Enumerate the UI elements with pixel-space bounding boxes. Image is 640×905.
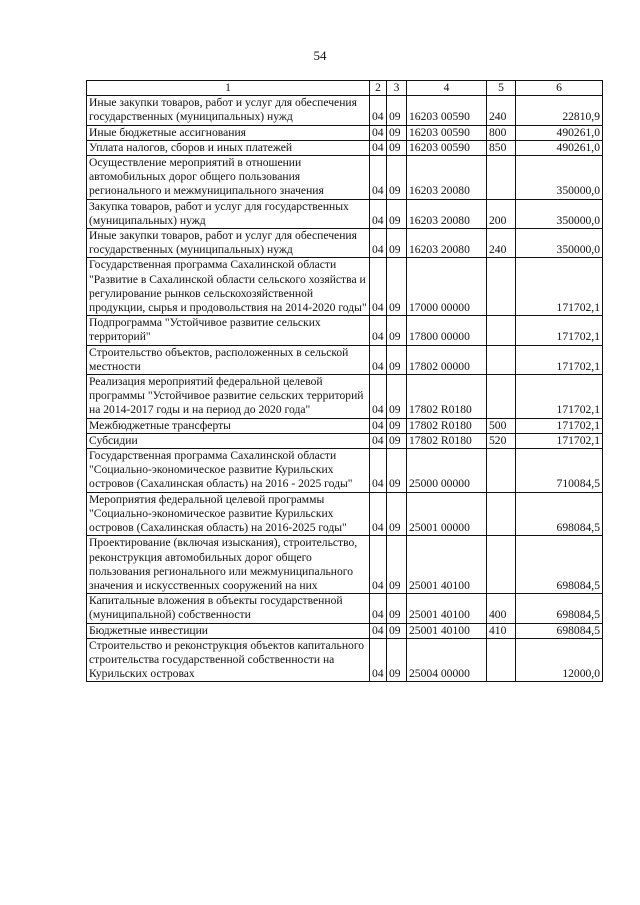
row-amount-cell: 171702,1: [516, 418, 603, 433]
page-number: 54: [313, 48, 327, 63]
row-target-article-cell: 17802 R0180: [407, 433, 487, 448]
row-amount-cell: 171702,1: [516, 345, 603, 374]
row-amount-cell: 490261,0: [516, 125, 603, 140]
row-subsection-cell: 09: [387, 258, 407, 316]
row-target-article-cell: 25004 00000: [407, 638, 487, 682]
row-target-article-cell: 16203 00590: [407, 140, 487, 155]
row-name-cell: Осуществление мероприятий в отношении автомобильных дорог общего пользования регионального и межмуниципального значения: [87, 156, 370, 200]
row-amount-cell: 698084,5: [516, 623, 603, 638]
row-expense-type-cell: [487, 375, 516, 419]
row-expense-type-cell: [487, 449, 516, 493]
table-row: [87, 433, 603, 448]
row-name-cell: Строительство и реконструкция объектов капитального строительства государственной собственности на Курильских островах: [87, 638, 370, 682]
row-expense-type-cell: [487, 638, 516, 682]
row-section-cell: 04: [370, 125, 387, 140]
row-amount-cell: 12000,0: [516, 638, 603, 682]
table-row: [87, 316, 603, 345]
row-name-cell: Проектирование (включая изыскания), строительство, реконструкция автомобильных дорог общего пользования регионального или межмуниципального значения и искусственных сооружений на них: [87, 536, 370, 594]
header-col-2: 2: [370, 81, 387, 96]
row-expense-type-cell: 500: [487, 418, 516, 433]
table-row: [87, 258, 603, 316]
row-expense-type-cell: 850: [487, 140, 516, 155]
table-row: [87, 345, 603, 374]
header-col-1: 1: [87, 81, 370, 96]
row-subsection-cell: 09: [387, 594, 407, 623]
row-subsection-cell: 09: [387, 418, 407, 433]
table-row: [87, 536, 603, 594]
table-row: [87, 492, 603, 536]
row-amount-cell: 698084,5: [516, 594, 603, 623]
row-subsection-cell: 09: [387, 199, 407, 228]
row-section-cell: 04: [370, 449, 387, 493]
row-section-cell: 04: [370, 536, 387, 594]
row-subsection-cell: 09: [387, 433, 407, 448]
table-row: [87, 594, 603, 623]
row-section-cell: 04: [370, 623, 387, 638]
row-target-article-cell: 17802 00000: [407, 345, 487, 374]
row-amount-cell: 171702,1: [516, 258, 603, 316]
row-target-article-cell: 25001 40100: [407, 594, 487, 623]
row-section-cell: 04: [370, 156, 387, 200]
row-section-cell: 04: [370, 96, 387, 125]
table-row: [87, 96, 603, 125]
table-row: [87, 229, 603, 258]
row-name-cell: Иные бюджетные ассигнования: [87, 125, 370, 140]
table-row: [87, 199, 603, 228]
row-target-article-cell: 25001 40100: [407, 536, 487, 594]
row-target-article-cell: 25001 00000: [407, 492, 487, 536]
header-col-3: 3: [387, 81, 407, 96]
row-expense-type-cell: 520: [487, 433, 516, 448]
table-row: [87, 375, 603, 419]
row-subsection-cell: 09: [387, 316, 407, 345]
row-section-cell: 04: [370, 594, 387, 623]
row-name-cell: Субсидии: [87, 433, 370, 448]
row-target-article-cell: 17000 00000: [407, 258, 487, 316]
table-body: [87, 96, 603, 682]
row-section-cell: 04: [370, 140, 387, 155]
row-name-cell: Межбюджетные трансферты: [87, 418, 370, 433]
row-section-cell: 04: [370, 492, 387, 536]
row-subsection-cell: 09: [387, 156, 407, 200]
row-target-article-cell: 16203 20080: [407, 229, 487, 258]
row-expense-type-cell: 410: [487, 623, 516, 638]
table-row: [87, 125, 603, 140]
row-amount-cell: 171702,1: [516, 316, 603, 345]
table-row: [87, 638, 603, 682]
row-expense-type-cell: 200: [487, 199, 516, 228]
table-header-row: [87, 81, 603, 96]
row-subsection-cell: 09: [387, 449, 407, 493]
row-target-article-cell: 16203 20080: [407, 199, 487, 228]
row-subsection-cell: 09: [387, 140, 407, 155]
row-amount-cell: 350000,0: [516, 156, 603, 200]
row-name-cell: Государственная программа Сахалинской области "Развитие в Сахалинской области сельского хозяйства и регулирование рынков сельскохозяйственной продукции, сырья и продовольствия на 2014-2020 годы": [87, 258, 370, 316]
table-row: [87, 623, 603, 638]
row-target-article-cell: 16203 20080: [407, 156, 487, 200]
row-subsection-cell: 09: [387, 96, 407, 125]
row-subsection-cell: 09: [387, 125, 407, 140]
table-row: [87, 140, 603, 155]
row-section-cell: 04: [370, 229, 387, 258]
row-expense-type-cell: [487, 316, 516, 345]
budget-table: [86, 80, 603, 682]
table-row: [87, 449, 603, 493]
row-section-cell: 04: [370, 418, 387, 433]
row-amount-cell: 171702,1: [516, 375, 603, 419]
row-subsection-cell: 09: [387, 623, 407, 638]
row-expense-type-cell: 240: [487, 229, 516, 258]
row-section-cell: 04: [370, 199, 387, 228]
row-target-article-cell: 17800 00000: [407, 316, 487, 345]
row-section-cell: 04: [370, 638, 387, 682]
table-row: [87, 418, 603, 433]
header-col-6: 6: [516, 81, 603, 96]
row-target-article-cell: 16203 00590: [407, 125, 487, 140]
row-expense-type-cell: [487, 345, 516, 374]
row-name-cell: Капитальные вложения в объекты государственной (муниципальной) собственности: [87, 594, 370, 623]
row-name-cell: Реализация мероприятий федеральной целевой программы "Устойчивое развитие сельских территорий на 2014-2017 годы и на период до 2020 года": [87, 375, 370, 419]
row-target-article-cell: 17802 R0180: [407, 375, 487, 419]
row-subsection-cell: 09: [387, 638, 407, 682]
row-subsection-cell: 09: [387, 229, 407, 258]
row-amount-cell: 710084,5: [516, 449, 603, 493]
row-expense-type-cell: [487, 536, 516, 594]
row-name-cell: Государственная программа Сахалинской области "Социально-экономическое развитие Курильских островов (Сахалинская область) на 2016 - 2025 годы": [87, 449, 370, 493]
row-target-article-cell: 25000 00000: [407, 449, 487, 493]
row-subsection-cell: 09: [387, 492, 407, 536]
row-section-cell: 04: [370, 433, 387, 448]
row-name-cell: Подпрограмма "Устойчивое развитие сельских территорий": [87, 316, 370, 345]
row-amount-cell: 490261,0: [516, 140, 603, 155]
row-name-cell: Закупка товаров, работ и услуг для государственных (муниципальных) нужд: [87, 199, 370, 228]
row-amount-cell: 698084,5: [516, 536, 603, 594]
header-col-5: 5: [487, 81, 516, 96]
row-amount-cell: 698084,5: [516, 492, 603, 536]
row-name-cell: Иные закупки товаров, работ и услуг для обеспечения государственных (муниципальных) нужд: [87, 96, 370, 125]
row-subsection-cell: 09: [387, 345, 407, 374]
table-row: [87, 156, 603, 200]
row-target-article-cell: 16203 00590: [407, 96, 487, 125]
row-expense-type-cell: [487, 258, 516, 316]
row-expense-type-cell: [487, 492, 516, 536]
row-section-cell: 04: [370, 258, 387, 316]
row-name-cell: Строительство объектов, расположенных в сельской местности: [87, 345, 370, 374]
row-name-cell: Иные закупки товаров, работ и услуг для обеспечения государственных (муниципальных) нужд: [87, 229, 370, 258]
row-target-article-cell: 25001 40100: [407, 623, 487, 638]
row-name-cell: Мероприятия федеральной целевой программы "Социально-экономическое развитие Курильских островов (Сахалинская область) на 2016-2025 годы": [87, 492, 370, 536]
row-amount-cell: 22810,9: [516, 96, 603, 125]
row-expense-type-cell: [487, 156, 516, 200]
row-name-cell: Бюджетные инвестиции: [87, 623, 370, 638]
row-target-article-cell: 17802 R0180: [407, 418, 487, 433]
row-section-cell: 04: [370, 345, 387, 374]
row-name-cell: Уплата налогов, сборов и иных платежей: [87, 140, 370, 155]
row-subsection-cell: 09: [387, 536, 407, 594]
row-expense-type-cell: 800: [487, 125, 516, 140]
row-amount-cell: 350000,0: [516, 229, 603, 258]
row-amount-cell: 350000,0: [516, 199, 603, 228]
row-expense-type-cell: 400: [487, 594, 516, 623]
row-amount-cell: 171702,1: [516, 433, 603, 448]
row-subsection-cell: 09: [387, 375, 407, 419]
header-col-4: 4: [407, 81, 487, 96]
row-section-cell: 04: [370, 375, 387, 419]
row-expense-type-cell: 240: [487, 96, 516, 125]
row-section-cell: 04: [370, 316, 387, 345]
